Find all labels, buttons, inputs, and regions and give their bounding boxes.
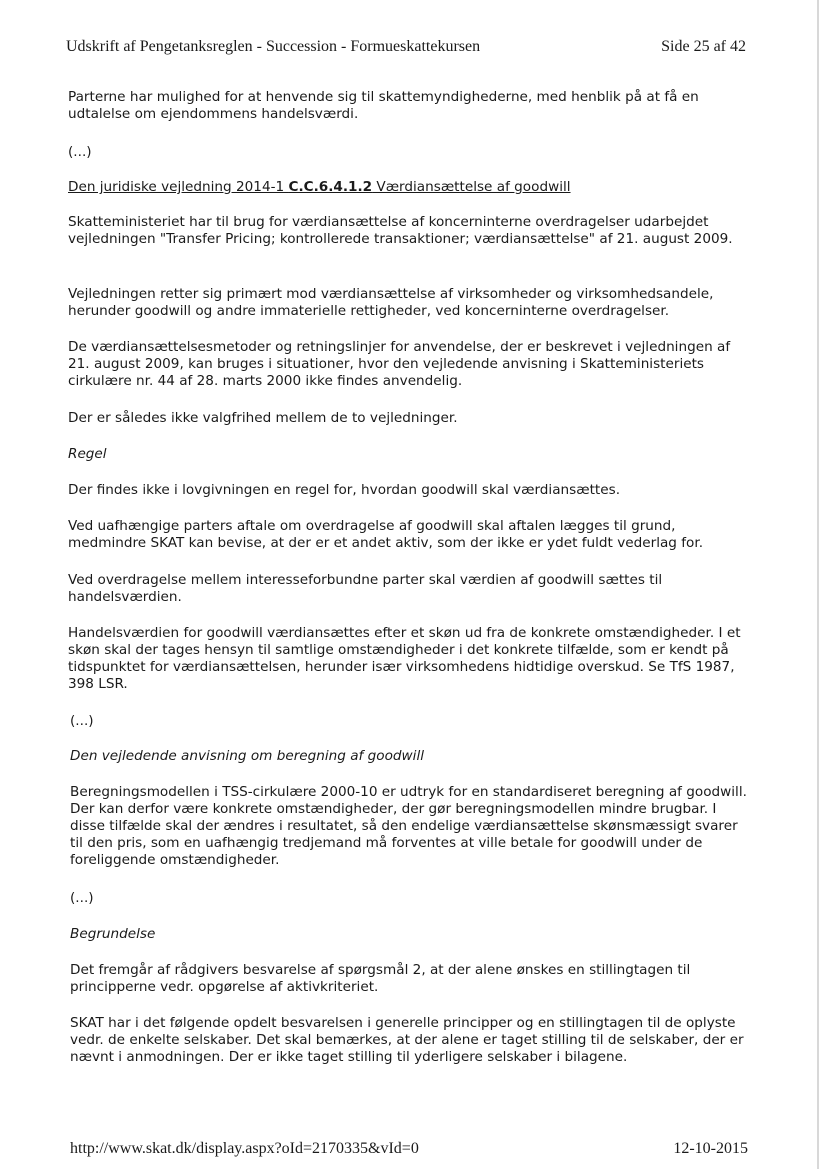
scan-edge-line [817, 0, 819, 1169]
paragraph-skat-opdeling: SKAT har i det følgende opdelt besvarelsen i generelle principper og en stillingtagen til de oplyste vedr. de enkelte selskaber. Det skal bemærkes, at der alene er taget stilling til de selskaber, der er nævnt i anmodningen. Der er ikke taget stilling til yderligere selskaber i bilagene. [70, 1015, 744, 1065]
heading-begrundelse: Begrundelse [70, 926, 156, 942]
link-section-code[interactable]: C.C.6.4.1.2 [288, 179, 373, 195]
print-date: 12-10-2015 [673, 1140, 748, 1157]
source-url[interactable]: http://www.skat.dk/display.aspx?oId=2170335&vId=0 [70, 1140, 419, 1157]
page-number: Side 25 af 42 [661, 38, 746, 55]
paragraph-beregningsmodel: Beregningsmodellen i TSS-cirkulære 2000-10 er udtryk for en standardiseret beregning af goodwill. Der kan derfor være konkrete omstændigheder, der gør beregningsmodellen mindre brugbar. I disse tilfælde skal der ændres i resultatet, så den endelige værdiansættelse skønsmæssigt svarer til den pris, som en uafhængig tredjemand må forventes at ville betale for goodwill under de foreliggende omstændigheder. [70, 784, 747, 868]
ellipsis-3: (...) [70, 890, 94, 906]
juridisk-vejledning-link[interactable] [68, 179, 748, 196]
paragraph-interesseforbundne: Ved overdragelse mellem interesseforbundne parter skal værdien af goodwill sættes til handelsværdien. [68, 572, 663, 605]
paragraph-valgfrihed: Der er således ikke valgfrihed mellem de to vejledninger. [68, 410, 458, 426]
link-suffix[interactable]: Værdiansættelse af goodwill [372, 179, 571, 195]
ellipsis-2: (...) [70, 713, 94, 729]
page-footer [70, 1140, 748, 1162]
link-prefix[interactable]: Den juridiske vejledning 2014-1 [68, 179, 289, 195]
ellipsis-1: (...) [68, 144, 92, 160]
paragraph-metoder: De værdiansættelsesmetoder og retningslinjer for anvendelse, der er beskrevet i vejledningen af 21. august 2009, kan bruges i situationer, hvor den vejledende anvisning i Skatteministeriets cirkulære nr. 44 af 28. marts 2000 ikke findes anvendelig. [68, 339, 731, 389]
paragraph-transfer-pricing: Skatteministeriet har til brug for værdiansættelse af koncerninterne overdragelser udarbejdet vejledningen "Transfer Pricing; kontrollerede transaktioner; værdiansættelse" af 21. august 2009. [68, 214, 733, 247]
paragraph-raadgiver-besvarelse: Det fremgår af rådgivers besvarelse af spørgsmål 2, at der alene ønskes en stillingtagen til principperne vedr. opgørelse af aktivkriteriet. [70, 962, 691, 995]
document-title: Udskrift af Pengetanksreglen - Succession - Formueskattekursen [66, 38, 481, 55]
heading-vejledende-anvisning: Den vejledende anvisning om beregning af goodwill [70, 748, 425, 764]
paragraph-vejledning-formaal: Vejledningen retter sig primært mod værdiansættelse af virksomheder og virksomhedsandele, herunder goodwill og andre immaterielle rettigheder, ved koncerninterne overdragelser. [68, 286, 714, 319]
heading-regel: Regel [68, 446, 107, 462]
paragraph-uafhaengige-parter: Ved uafhængige parters aftale om overdragelse af goodwill skal aftalen lægges til grund, medmindre SKAT kan bevise, at der er et andet aktiv, som der ikke er ydet fuldt vederlag for. [68, 518, 704, 551]
paragraph-lovgivning: Der findes ikke i lovgivningen en regel for, hvordan goodwill skal værdiansættes. [68, 482, 621, 498]
paragraph-ejendom: Parterne har mulighed for at henvende sig til skattemyndighederne, med henblik på at få en udtalelse om ejendommens handelsværdi. [68, 89, 699, 122]
paragraph-handelsvaerdi: Handelsværdien for goodwill værdiansættes efter et skøn ud fra de konkrete omstændigheder. I et skøn skal der tages hensyn til samtlige omstændigheder i det konkrete tilfælde, som er kendt på tidspunktet for værdiansættelsen, herunder især virksomhedens hidtidige overskud. Se TfS 1987, 398 LSR. [68, 625, 741, 692]
